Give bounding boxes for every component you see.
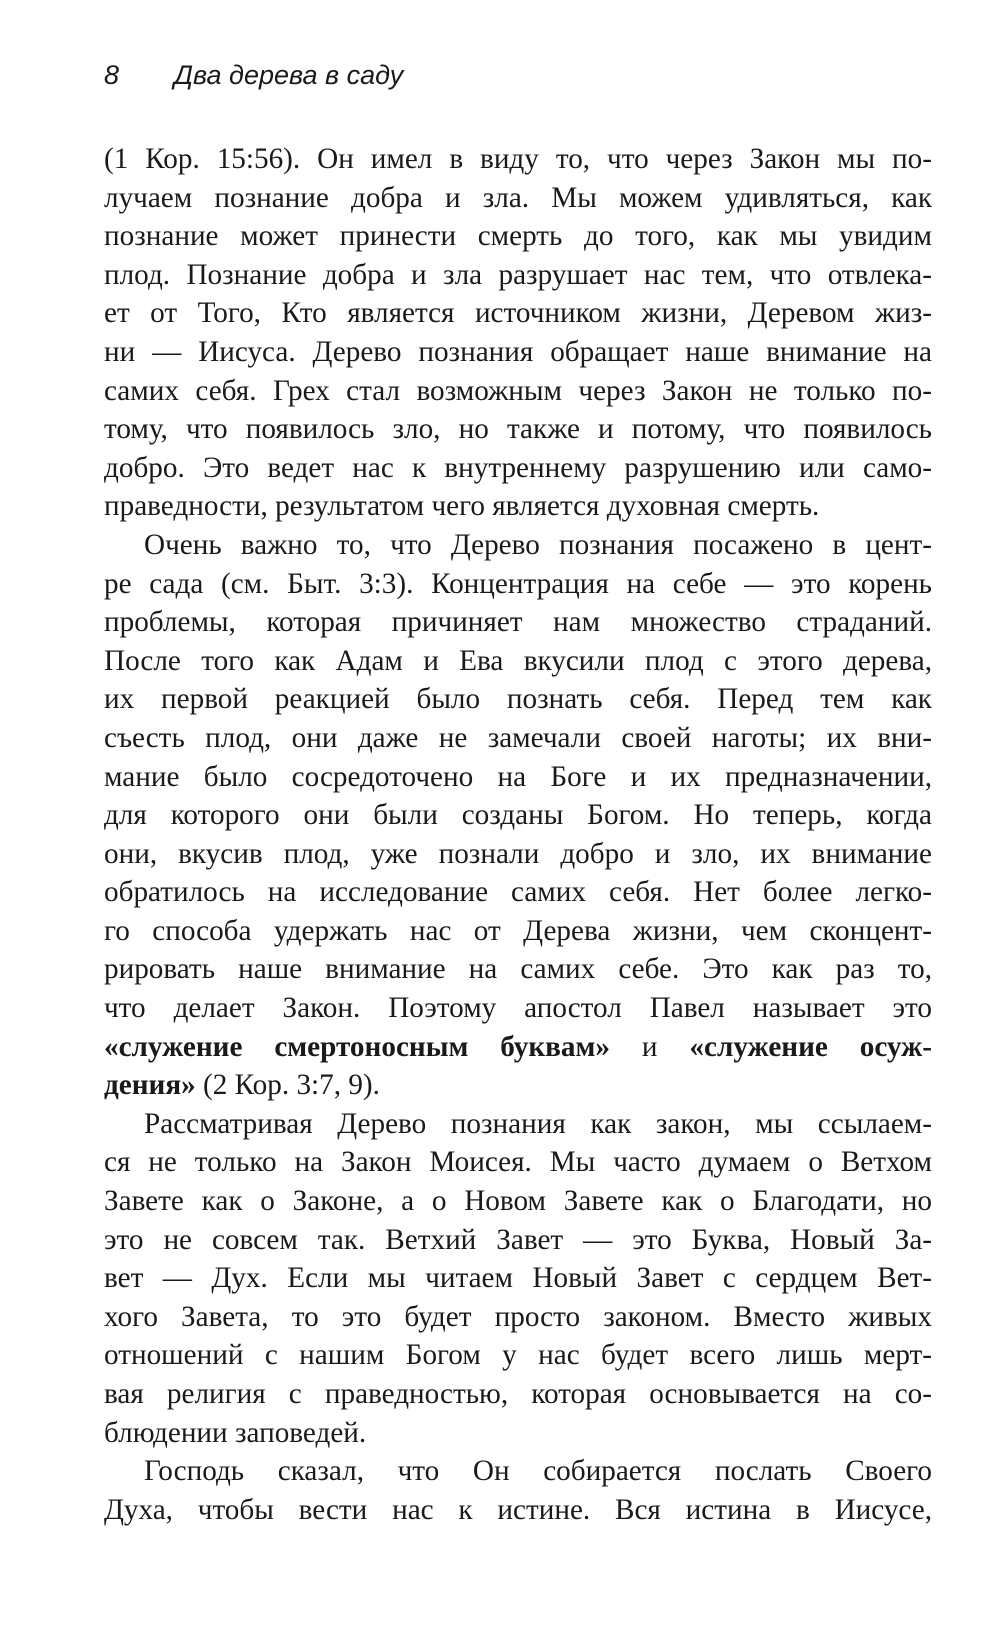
text-line: После того как Адам и Ева вкусили плод с этого дерева,: [104, 644, 932, 677]
text-line: плод. Познание добра и зла разрушает нас тем, что отвлека-: [104, 258, 932, 291]
paragraph-1: [104, 140, 932, 526]
text-line: ре сада (см. Быт. 3:3). Концентрация на себе — это корень: [104, 567, 932, 600]
quote-bold: дения»: [104, 1069, 196, 1102]
text-line: вет — Дух. Если мы читаем Новый Завет с сердцем Вет-: [104, 1262, 932, 1295]
text-line: (1 Кор. 15:56). Он имел в виду то, что через Закон мы по-: [104, 143, 932, 175]
text-line: самих себя. Грех стал возможным через Закон не только по-: [104, 374, 932, 407]
running-header: [104, 58, 403, 92]
text-line: съесть плод, они даже не замечали своей наготы; их вни-: [104, 721, 932, 754]
text-line: Господь сказал, что Он собирается послать Своего: [144, 1455, 932, 1488]
text-line: ет от Того, Кто является источником жизни, Деревом жиз-: [104, 297, 932, 330]
text-line: что делает Закон. Поэтому апостол Павел называет это: [104, 992, 932, 1025]
running-title: Два дерева в саду: [174, 60, 404, 90]
text-line: тому, что появилось зло, но также и потому, что появилось: [104, 413, 932, 446]
paragraph-4: [104, 1452, 932, 1529]
scripture-reference: (2 Кор. 3:7, 9).: [195, 1069, 380, 1102]
text-line: это не совсем так. Ветхий Завет — это Буква, Новый За-: [104, 1223, 932, 1256]
text-line: познание может принести смерть до того, как мы увидим: [104, 220, 932, 253]
text-line: блюдении заповедей.: [104, 1416, 367, 1449]
quote-conjunction: и: [610, 1030, 690, 1063]
text-line: Рассматривая Дерево познания как закон, мы ссылаем-: [144, 1107, 932, 1140]
body-text: [104, 140, 932, 1529]
paragraph-3: [104, 1105, 932, 1452]
paragraph-2: [104, 526, 932, 1105]
text-line: вая религия с праведностью, которая основывается на со-: [104, 1378, 932, 1410]
quote-bold: «служение осуж-: [689, 1030, 932, 1063]
text-line: Духа, чтобы вести нас к истине. Вся истина в Иисусе,: [104, 1493, 932, 1526]
text-line: добро. Это ведет нас к внутреннему разрушению или само-: [104, 451, 932, 484]
text-line-bold-quote-end: [104, 1066, 932, 1105]
text-line: для которого они были созданы Богом. Но теперь, когда: [104, 799, 932, 832]
text-line: проблемы, которая причиняет нам множество страданий.: [104, 606, 932, 639]
text-line: они, вкусив плод, уже познали добро и зло, их внимание: [104, 837, 932, 870]
text-line-bold-quote: [104, 1028, 932, 1067]
text-line: отношений с нашим Богом у нас будет всего лишь мерт-: [104, 1339, 932, 1372]
page-number: 8: [104, 60, 120, 90]
text-line: ни — Иисуса. Дерево познания обращает наше внимание на: [104, 335, 932, 368]
text-line: рировать наше внимание на самих себе. Это как раз то,: [104, 953, 932, 986]
text-line: их первой реакцией было познать себя. Перед тем как: [104, 683, 932, 716]
text-line: мание было сосредоточено на Боге и их предназначении,: [104, 760, 932, 793]
text-line: Очень важно то, что Дерево познания посажено в цент-: [144, 528, 932, 561]
text-line: ся не только на Закон Моисея. Мы часто думаем о Ветхом: [104, 1146, 932, 1179]
text-line: праведности, результатом чего является духовная смерть.: [104, 490, 820, 523]
text-line: обратилось на исследование самих себя. Нет более легко-: [104, 876, 932, 909]
text-line: го способа удержать нас от Дерева жизни, чем сконцент-: [104, 914, 932, 947]
text-line: лучаем познание добра и зла. Мы можем удивляться, как: [104, 181, 932, 214]
text-line: Завете как о Законе, а о Новом Завете как о Благодати, но: [104, 1185, 932, 1218]
quote-bold: «служение смертоносным буквам»: [104, 1030, 610, 1063]
text-line: хого Завета, то это будет просто законом. Вместо живых: [104, 1300, 932, 1333]
